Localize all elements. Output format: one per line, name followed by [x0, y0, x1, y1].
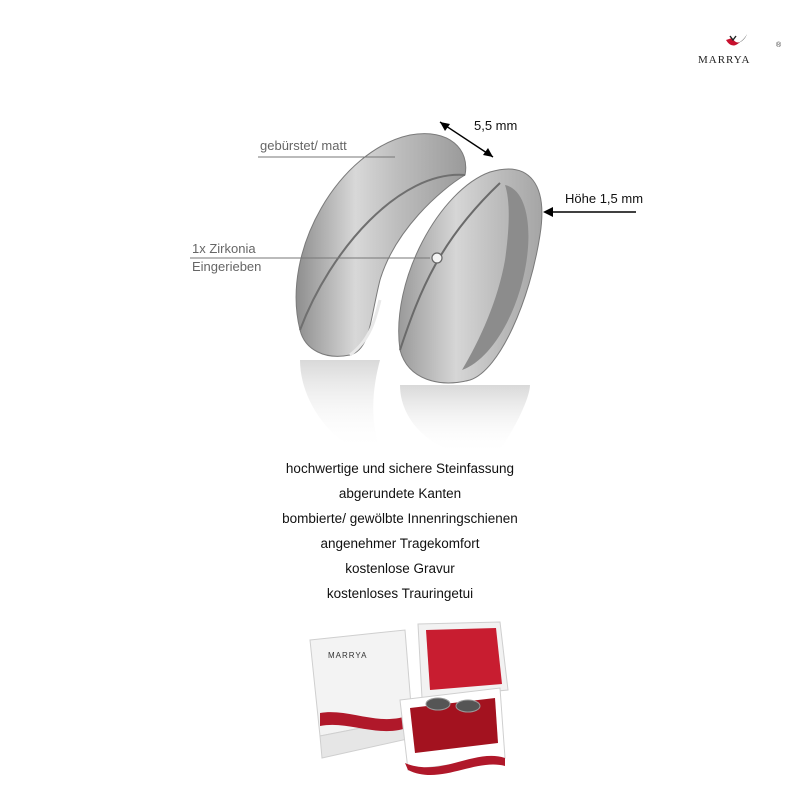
zirconia-stone [432, 253, 442, 263]
registered-mark: ® [776, 42, 782, 49]
box-brand-label: MARRYA [328, 651, 368, 660]
stone-label-line1: 1x Zirkonia [192, 241, 256, 256]
ring-reflection [300, 360, 380, 450]
stone-label-line2: Eingerieben [192, 259, 262, 274]
width-label: 5,5 mm [474, 118, 518, 133]
feature-item: angenehmer Tragekomfort [320, 536, 480, 551]
feature-item: abgerundete Kanten [338, 486, 462, 501]
height-label: Höhe 1,5 mm [565, 191, 644, 206]
feature-item: bombierte/ gewölbte Innenringschienen [282, 511, 518, 526]
feature-item: hochwertige und sichere Steinfassung [285, 461, 515, 476]
brand-name: MARRYA [698, 54, 751, 66]
box-ring-1 [426, 698, 450, 710]
feature-list [0, 456, 800, 606]
feature-item: kostenlose Gravur [345, 561, 455, 576]
ring-box-illustration [300, 618, 530, 800]
feature-item: kostenloses Trauringetui [326, 586, 474, 601]
finish-label: gebürstet/ matt [260, 138, 347, 153]
box-ring-2 [456, 700, 480, 712]
